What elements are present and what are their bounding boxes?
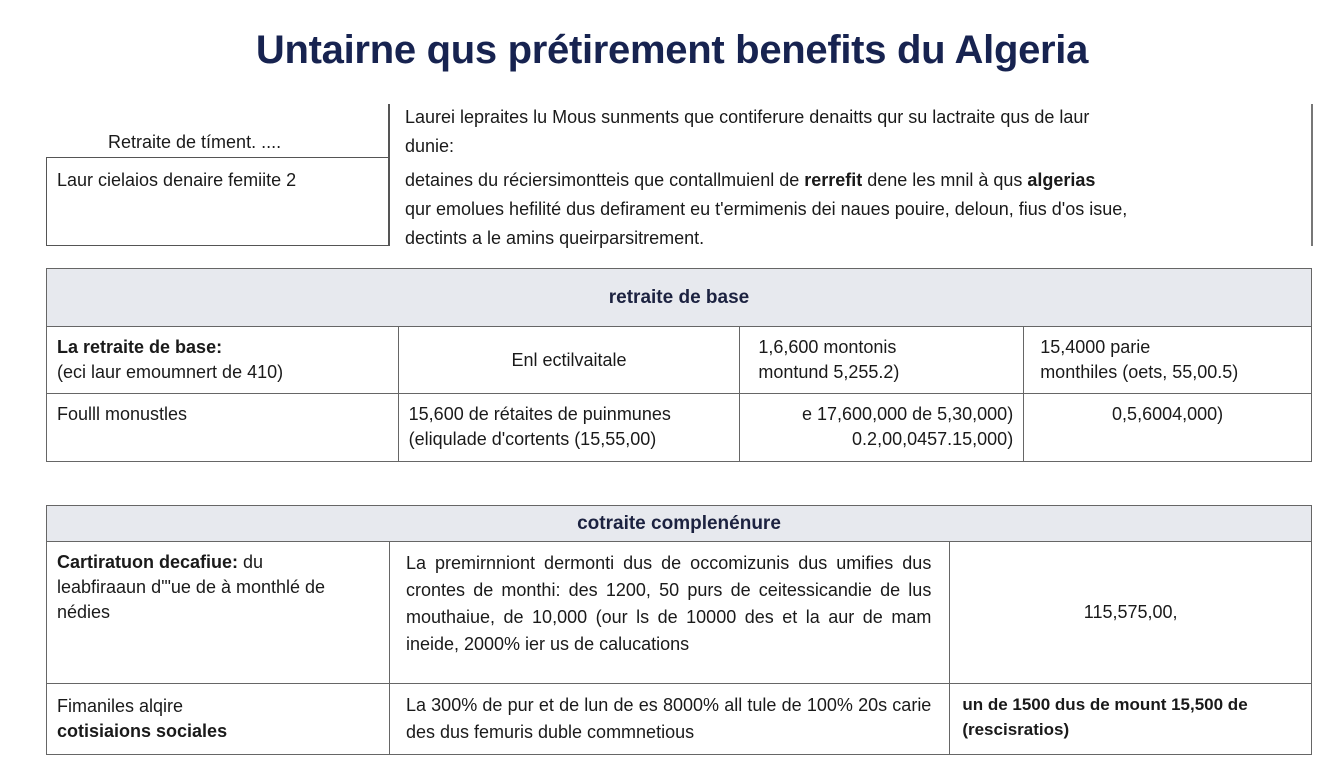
- cell-value-line1: 1,6,600 montonis: [758, 337, 897, 357]
- cell-value: 115,575,00,: [1083, 602, 1178, 622]
- cell-label-text: Foulll monustles: [57, 404, 188, 424]
- table-cell: [47, 394, 399, 462]
- intro-para2-text-b: dene les mnil à qus: [862, 170, 1028, 190]
- table-cell: [740, 394, 1024, 462]
- cell-label-bold: cotisiaions sociales: [57, 721, 228, 741]
- cell-label-bold: La retraite de base:: [57, 337, 223, 357]
- table-cell: [389, 684, 949, 755]
- table-cell: [389, 542, 949, 684]
- intro-para2-text-a: detaines du réciersimontteis que contallmuienl de: [405, 170, 805, 190]
- table-row: [47, 542, 1312, 684]
- intro-para2-bold-a: rerrefit: [804, 170, 863, 190]
- cell-value-line2: 0.2,00,0457.15,000): [852, 429, 1014, 449]
- cell-value: La premirnniont dermonti dus de occomizunis dus umifies dus crontes de monthi: des 1200, 50 purs de ceitessicandie de lus mouthaiue, de 10,000 (our ls de 10000 des et la aur de mam ineide, 2000% ier us de calucations: [405, 553, 932, 654]
- table-complementary-retirement: [46, 505, 1312, 755]
- table-cell: [1024, 394, 1312, 462]
- cell-value-line2: montund 5,255.2): [758, 362, 900, 382]
- table-comp-header: cotraite complenénure: [47, 506, 1312, 542]
- table-base-retirement: [46, 268, 1312, 462]
- intro-left-box: [46, 157, 389, 246]
- table-cell: [47, 542, 390, 684]
- table-cell: [47, 327, 399, 394]
- cell-value: Enl ectilvaitale: [511, 349, 627, 370]
- intro-paragraph-1: [405, 103, 1301, 161]
- intro-para2-line1: [405, 166, 1301, 195]
- table-cell: [398, 394, 740, 462]
- intro-para1-line2: dunie:: [405, 136, 455, 156]
- intro-left-box-text: Laur cielaios denaire femiite 2: [57, 170, 297, 190]
- intro-para2-line3: dectints a le amins queirparsitrement.: [405, 228, 705, 248]
- table-cell: [740, 327, 1024, 394]
- intro-para2-bold-b: algerias: [1027, 170, 1096, 190]
- table-cell: [950, 542, 1312, 684]
- cell-label-bold: Cartiratuon decafiue:: [57, 552, 239, 572]
- intro-paragraph-2: [405, 166, 1301, 253]
- intro-para1-line1: Laurei lepraites lu Mous sunments que contiferure denaitts qur su lactraite qus de laur: [405, 107, 1090, 127]
- cell-value-line2: monthiles (oets, 55,00.5): [1040, 362, 1239, 382]
- intro-para2-line2: qur emolues hefilité dus defirament eu t'ermimenis dei naues pouire, deloun, fius d'os isue,: [405, 199, 1128, 219]
- page-title: Untairne qus prétirement benefits du Algeria: [255, 28, 1089, 72]
- cell-value-line1: 15,600 de rétaites de puinmunes: [408, 404, 671, 424]
- table-base-header: retraite de base: [47, 269, 1312, 327]
- table-cell: [1024, 327, 1312, 394]
- cell-value-line1: e 17,600,000 de 5,30,000): [802, 404, 1014, 424]
- cell-value: 0,5,6004,000): [1112, 404, 1224, 424]
- table-cell: [950, 684, 1312, 755]
- intro-right-divider: [1311, 104, 1313, 246]
- table-cell: [398, 327, 740, 394]
- cell-value-line1: 15,4000 parie: [1040, 337, 1151, 357]
- cell-label-text-b: leabfiraaun d'"ue de à monthlé de nédies: [57, 577, 326, 622]
- table-row: [47, 327, 1312, 394]
- intro-left-label: Retraite de tíment. ....: [108, 132, 282, 152]
- intro-divider: [388, 104, 390, 246]
- cell-value: La 300% de pur et de lun de es 8000% all tule de 100% 20s carie des dus femuris duble commnetious: [405, 695, 932, 742]
- table-row: [47, 394, 1312, 462]
- table-cell: [47, 684, 390, 755]
- cell-value-line2: (eliqulade d'cortents (15,55,00): [408, 429, 657, 449]
- table-row: [47, 684, 1312, 755]
- cell-label-text: Fimaniles alqire: [57, 696, 184, 716]
- cell-label-text-a: du: [238, 552, 264, 572]
- cell-label-text: (eci laur emoumnert de 410): [57, 362, 284, 382]
- cell-value: un de 1500 dus de mount 15,500 de (rescisratios): [962, 695, 1248, 739]
- cell-label-line: [57, 550, 379, 575]
